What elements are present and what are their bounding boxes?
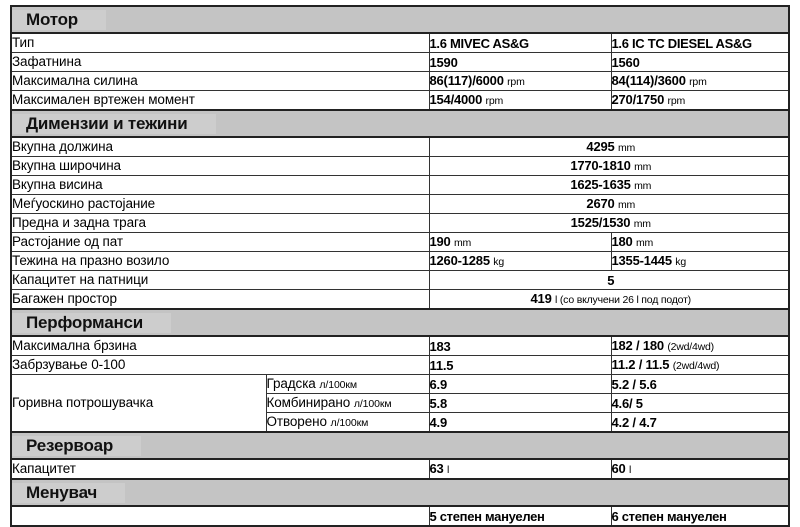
section-header-cell: [11, 479, 789, 506]
fuel-value-engine-2: 5.2 / 5.6: [611, 375, 789, 394]
row-label: Максимален вртежен момент: [11, 91, 429, 111]
row-value-engine-1: 5 степен мануелен: [429, 506, 611, 526]
section-header-row-engine: [11, 6, 789, 33]
row-value-engine-2: 182 / 180 (2wd/4wd): [611, 336, 789, 356]
row-label: Капацитет на патници: [11, 271, 429, 290]
row-label: Забрзување 0-100: [11, 356, 429, 375]
unit-label: mm: [617, 142, 636, 155]
table-row: [11, 72, 789, 91]
table-row: [11, 137, 789, 157]
unit-label: l (со вклучени 26 l под подот): [555, 294, 691, 307]
table-row: [11, 176, 789, 195]
row-value-engine-1: 1260-1285 kg: [429, 252, 611, 271]
row-value-engine-1: 154/4000 rpm: [429, 91, 611, 111]
row-label: Вкупна висина: [11, 176, 429, 195]
table-row: [11, 195, 789, 214]
row-value-engine-2: 1.6 IC TC DIESEL AS&G: [611, 33, 789, 53]
table-row: [11, 91, 789, 111]
row-label: Вкупна должина: [11, 137, 429, 157]
section-header-row-gearbox: [11, 479, 789, 506]
row-label: Максимална силина: [11, 72, 429, 91]
row-value-engine-1: 63 l: [429, 459, 611, 479]
row-value-engine-2: 270/1750 rpm: [611, 91, 789, 111]
table-row: [11, 214, 789, 233]
page-edge-artifact: [791, 285, 797, 307]
unit-label: л/100км: [353, 398, 392, 411]
row-value-merged: 1625-1635 mm: [429, 176, 789, 195]
table-row: [11, 252, 789, 271]
section-header-cell: [11, 432, 789, 459]
section-title-tank: Резервоар: [12, 436, 141, 456]
row-label: Багажен простор: [11, 290, 429, 310]
section-title-dimensions: Димензии и тежини: [12, 114, 216, 134]
section-title-gearbox: Менувач: [12, 483, 125, 503]
section-header-cell: [11, 6, 789, 33]
fuel-value-engine-1: 6.9: [429, 375, 611, 394]
table-row: [11, 459, 789, 479]
table-row: [11, 53, 789, 72]
unit-label: (2wd/4wd): [672, 360, 720, 373]
row-value-merged: 4295 mm: [429, 137, 789, 157]
row-value-merged: 419 l (со вклучени 26 l под подот): [429, 290, 789, 310]
section-header-row-performance: [11, 309, 789, 336]
unit-label: mm: [633, 218, 651, 231]
table-row-fuel: [11, 375, 789, 394]
unit-label: mm: [634, 180, 652, 193]
unit-label: mm: [636, 237, 654, 250]
fuel-value-engine-2: 4.2 / 4.7: [611, 413, 789, 433]
row-value-engine-1: 1.6 MIVEC AS&G: [429, 33, 611, 53]
unit-label: rpm: [485, 95, 504, 108]
section-header-row-dimensions: [11, 110, 789, 137]
table-row: [11, 290, 789, 310]
unit-label: kg: [675, 256, 686, 269]
section-title-performance: Перформанси: [12, 313, 171, 333]
row-label: Вкупна широчина: [11, 157, 429, 176]
row-value-merged: 1525/1530 mm: [429, 214, 789, 233]
row-value-engine-1: 1590: [429, 53, 611, 72]
table-row: [11, 233, 789, 252]
row-value-engine-2: 180 mm: [611, 233, 789, 252]
row-label: Предна и задна трага: [11, 214, 429, 233]
specification-sheet: [10, 5, 788, 527]
row-value-merged: 2670 mm: [429, 195, 789, 214]
table-row: [11, 157, 789, 176]
row-value-engine-1: 11.5: [429, 356, 611, 375]
unit-label: rpm: [667, 95, 686, 108]
row-value-engine-2: 60 l: [611, 459, 789, 479]
fuel-value-engine-1: 4.9: [429, 413, 611, 433]
unit-label: rpm: [507, 76, 525, 89]
row-value-merged: 1770-1810 mm: [429, 157, 789, 176]
unit-label: л/100км: [319, 379, 358, 392]
row-label: Капацитет: [11, 459, 429, 479]
row-label: Зафатнина: [11, 53, 429, 72]
row-value-engine-2: 1355-1445 kg: [611, 252, 789, 271]
row-value-engine-1: 190 mm: [429, 233, 611, 252]
specification-table-body: [11, 6, 789, 526]
row-value-engine-1: 86(117)/6000 rpm: [429, 72, 611, 91]
unit-label: kg: [493, 256, 504, 269]
row-value-engine-1: 183: [429, 336, 611, 356]
fuel-value-engine-1: 5.8: [429, 394, 611, 413]
unit-label: mm: [454, 237, 472, 250]
fuel-cycle-label: Отворено л/100км: [266, 413, 429, 433]
table-row: [11, 336, 789, 356]
fuel-value-engine-2: 4.6/ 5: [611, 394, 789, 413]
specification-table: [10, 5, 790, 527]
section-header-cell: [11, 110, 789, 137]
row-value-engine-2: 1560: [611, 53, 789, 72]
unit-label: (2wd/4wd): [667, 341, 714, 354]
section-header-row-tank: [11, 432, 789, 459]
fuel-cycle-label: Комбинирано л/100км: [266, 394, 429, 413]
row-value-engine-2: 6 степен мануелен: [611, 506, 789, 526]
row-label: [11, 506, 429, 526]
unit-label: mm: [634, 161, 652, 174]
unit-label: l: [628, 464, 632, 477]
fuel-cycle-label: Градска л/100км: [266, 375, 429, 394]
table-row: [11, 506, 789, 526]
table-row: [11, 271, 789, 290]
row-label: Максимална брзина: [11, 336, 429, 356]
row-label: Меѓуоскино растојание: [11, 195, 429, 214]
row-value-merged: 5: [429, 271, 789, 290]
row-value-engine-2: 84(114)/3600 rpm: [611, 72, 789, 91]
unit-label: mm: [617, 199, 636, 212]
section-header-cell: [11, 309, 789, 336]
row-label: Растојание од пат: [11, 233, 429, 252]
unit-label: l: [446, 464, 450, 477]
row-value-engine-2: 11.2 / 11.5 (2wd/4wd): [611, 356, 789, 375]
unit-label: л/100км: [330, 417, 369, 430]
fuel-consumption-label: Горивна потрошувачка: [11, 375, 266, 433]
row-label: Тежина на празно возило: [11, 252, 429, 271]
table-row: [11, 356, 789, 375]
table-row: [11, 33, 789, 53]
row-label: Тип: [11, 33, 429, 53]
section-title-engine: Мотор: [12, 10, 106, 30]
unit-label: rpm: [689, 76, 707, 89]
